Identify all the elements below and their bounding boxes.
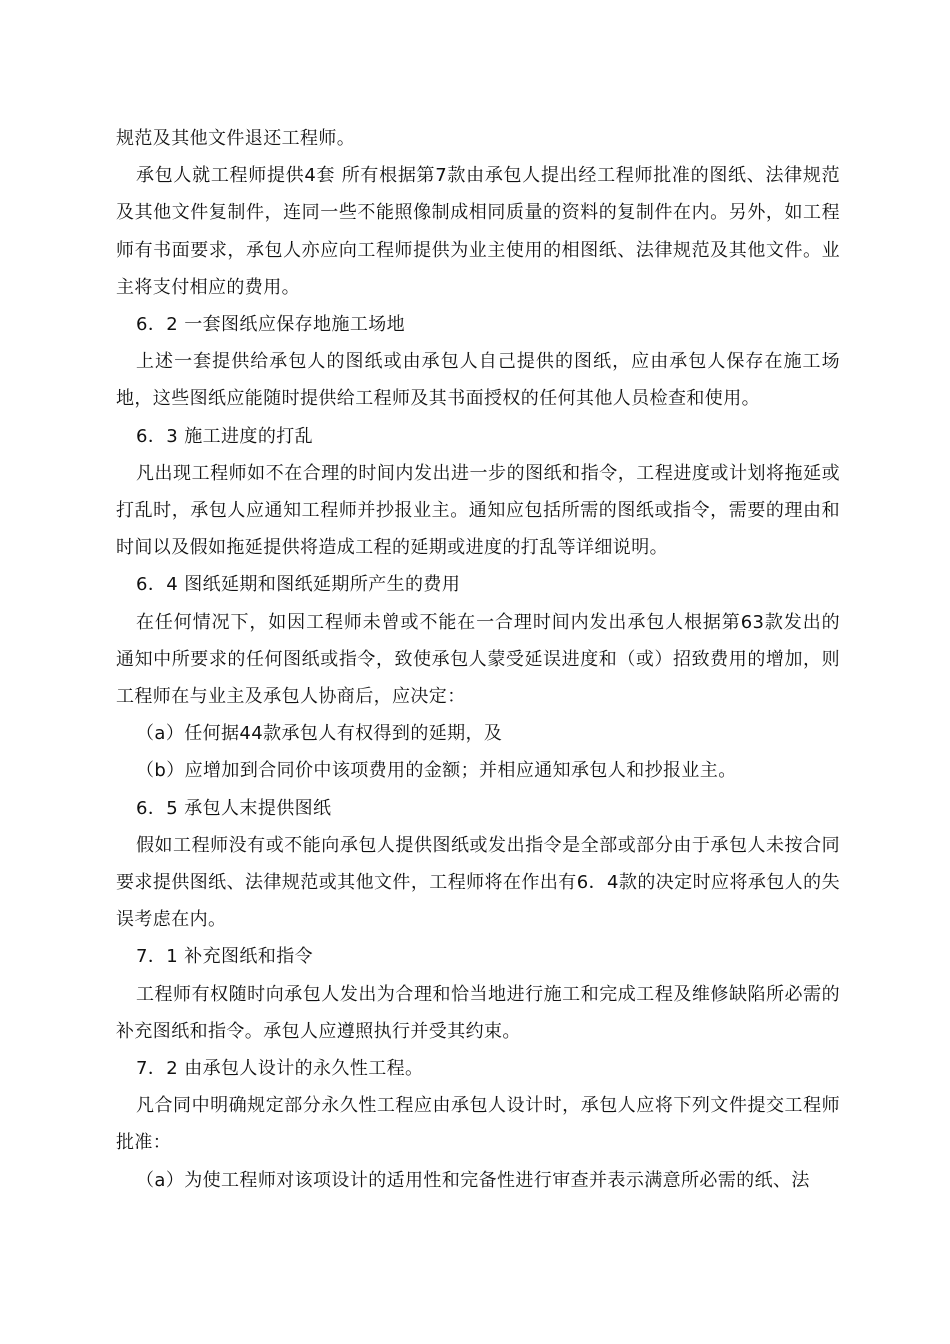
paragraph-7-2: 凡合同中明确规定部分永久性工程应由承包人设计时，承包人应将下列文件提交工程师批准： xyxy=(116,1095,840,1154)
section-heading-6-3: 6．3 施工进度的打乱 xyxy=(136,425,314,447)
section-heading-6-4: 6．4 图纸延期和图纸延期所产生的费用 xyxy=(136,574,461,596)
paragraph-6-5: 假如工程师没有或不能向承包人提供图纸或发出指令是全部或部分由于承包人未按合同要求提供图纸、法律规范或其他文件，工程师将在作出有6．4款的决定时应将承包人的失误考虑在内。 xyxy=(116,834,840,931)
paragraph-continuation: 规范及其他文件退还工程师。 xyxy=(116,128,356,149)
paragraph-6-2: 上述一套提供给承包人的图纸或由承包人自己提供的图纸，应由承包人保存在施工场地，这些图纸应能随时提供给工程师及其书面授权的任何其他人员检查和使用。 xyxy=(116,351,840,410)
section-heading-6-5: 6．5 承包人末提供图纸 xyxy=(136,797,332,819)
list-item-7-2-a: （a）为使工程师对该项设计的适用性和完备性进行审查并表示满意所必需的纸、法 xyxy=(136,1169,810,1191)
paragraph-drawings-copies: 承包人就工程师提供4套 所有根据第7款由承包人提出经工程师批准的图纸、法律规范及其他文件复制件，连同一些不能照像制成相同质量的资料的复制件在内。另外，如工程师有书面要求，承包人亦应向工程师提供为业主使用的相图纸、法律规范及其他文件。业主将支付相应的费用。 xyxy=(116,165,840,298)
list-item-6-4-b: （b）应增加到合同价中该项费用的金额；并相应通知承包人和抄报业主。 xyxy=(136,760,737,782)
document-body xyxy=(116,120,840,1199)
paragraph-7-1: 工程师有权随时向承包人发出为合理和恰当地进行施工和完成工程及维修缺陷所必需的补充图纸和指令。承包人应遵照执行并受其约束。 xyxy=(116,983,840,1042)
paragraph-6-4: 在任何情况下，如因工程师未曾或不能在一合理时间内发出承包人根据第63款发出的通知中所要求的任何图纸或指令，致使承包人蒙受延误进度和（或）招致费用的增加，则工程师在与业主及承包人协商后，应决定： xyxy=(116,611,840,708)
paragraph-6-3: 凡出现工程师如不在合理的时间内发出进一步的图纸和指令，工程进度或计划将拖延或打乱时，承包人应通知工程师并抄报业主。通知应包括所需的图纸或指令，需要的理由和时间以及假如拖延提供将造成工程的延期或进度的打乱等详细说明。 xyxy=(116,462,840,559)
section-heading-7-2: 7．2 由承包人设计的永久性工程。 xyxy=(136,1058,424,1080)
list-item-6-4-a: （a）任何据44款承包人有权得到的延期，及 xyxy=(136,723,503,745)
section-heading-7-1: 7．1 补充图纸和指令 xyxy=(136,946,314,968)
section-heading-6-2: 6．2 一套图纸应保存地施工场地 xyxy=(136,314,406,336)
